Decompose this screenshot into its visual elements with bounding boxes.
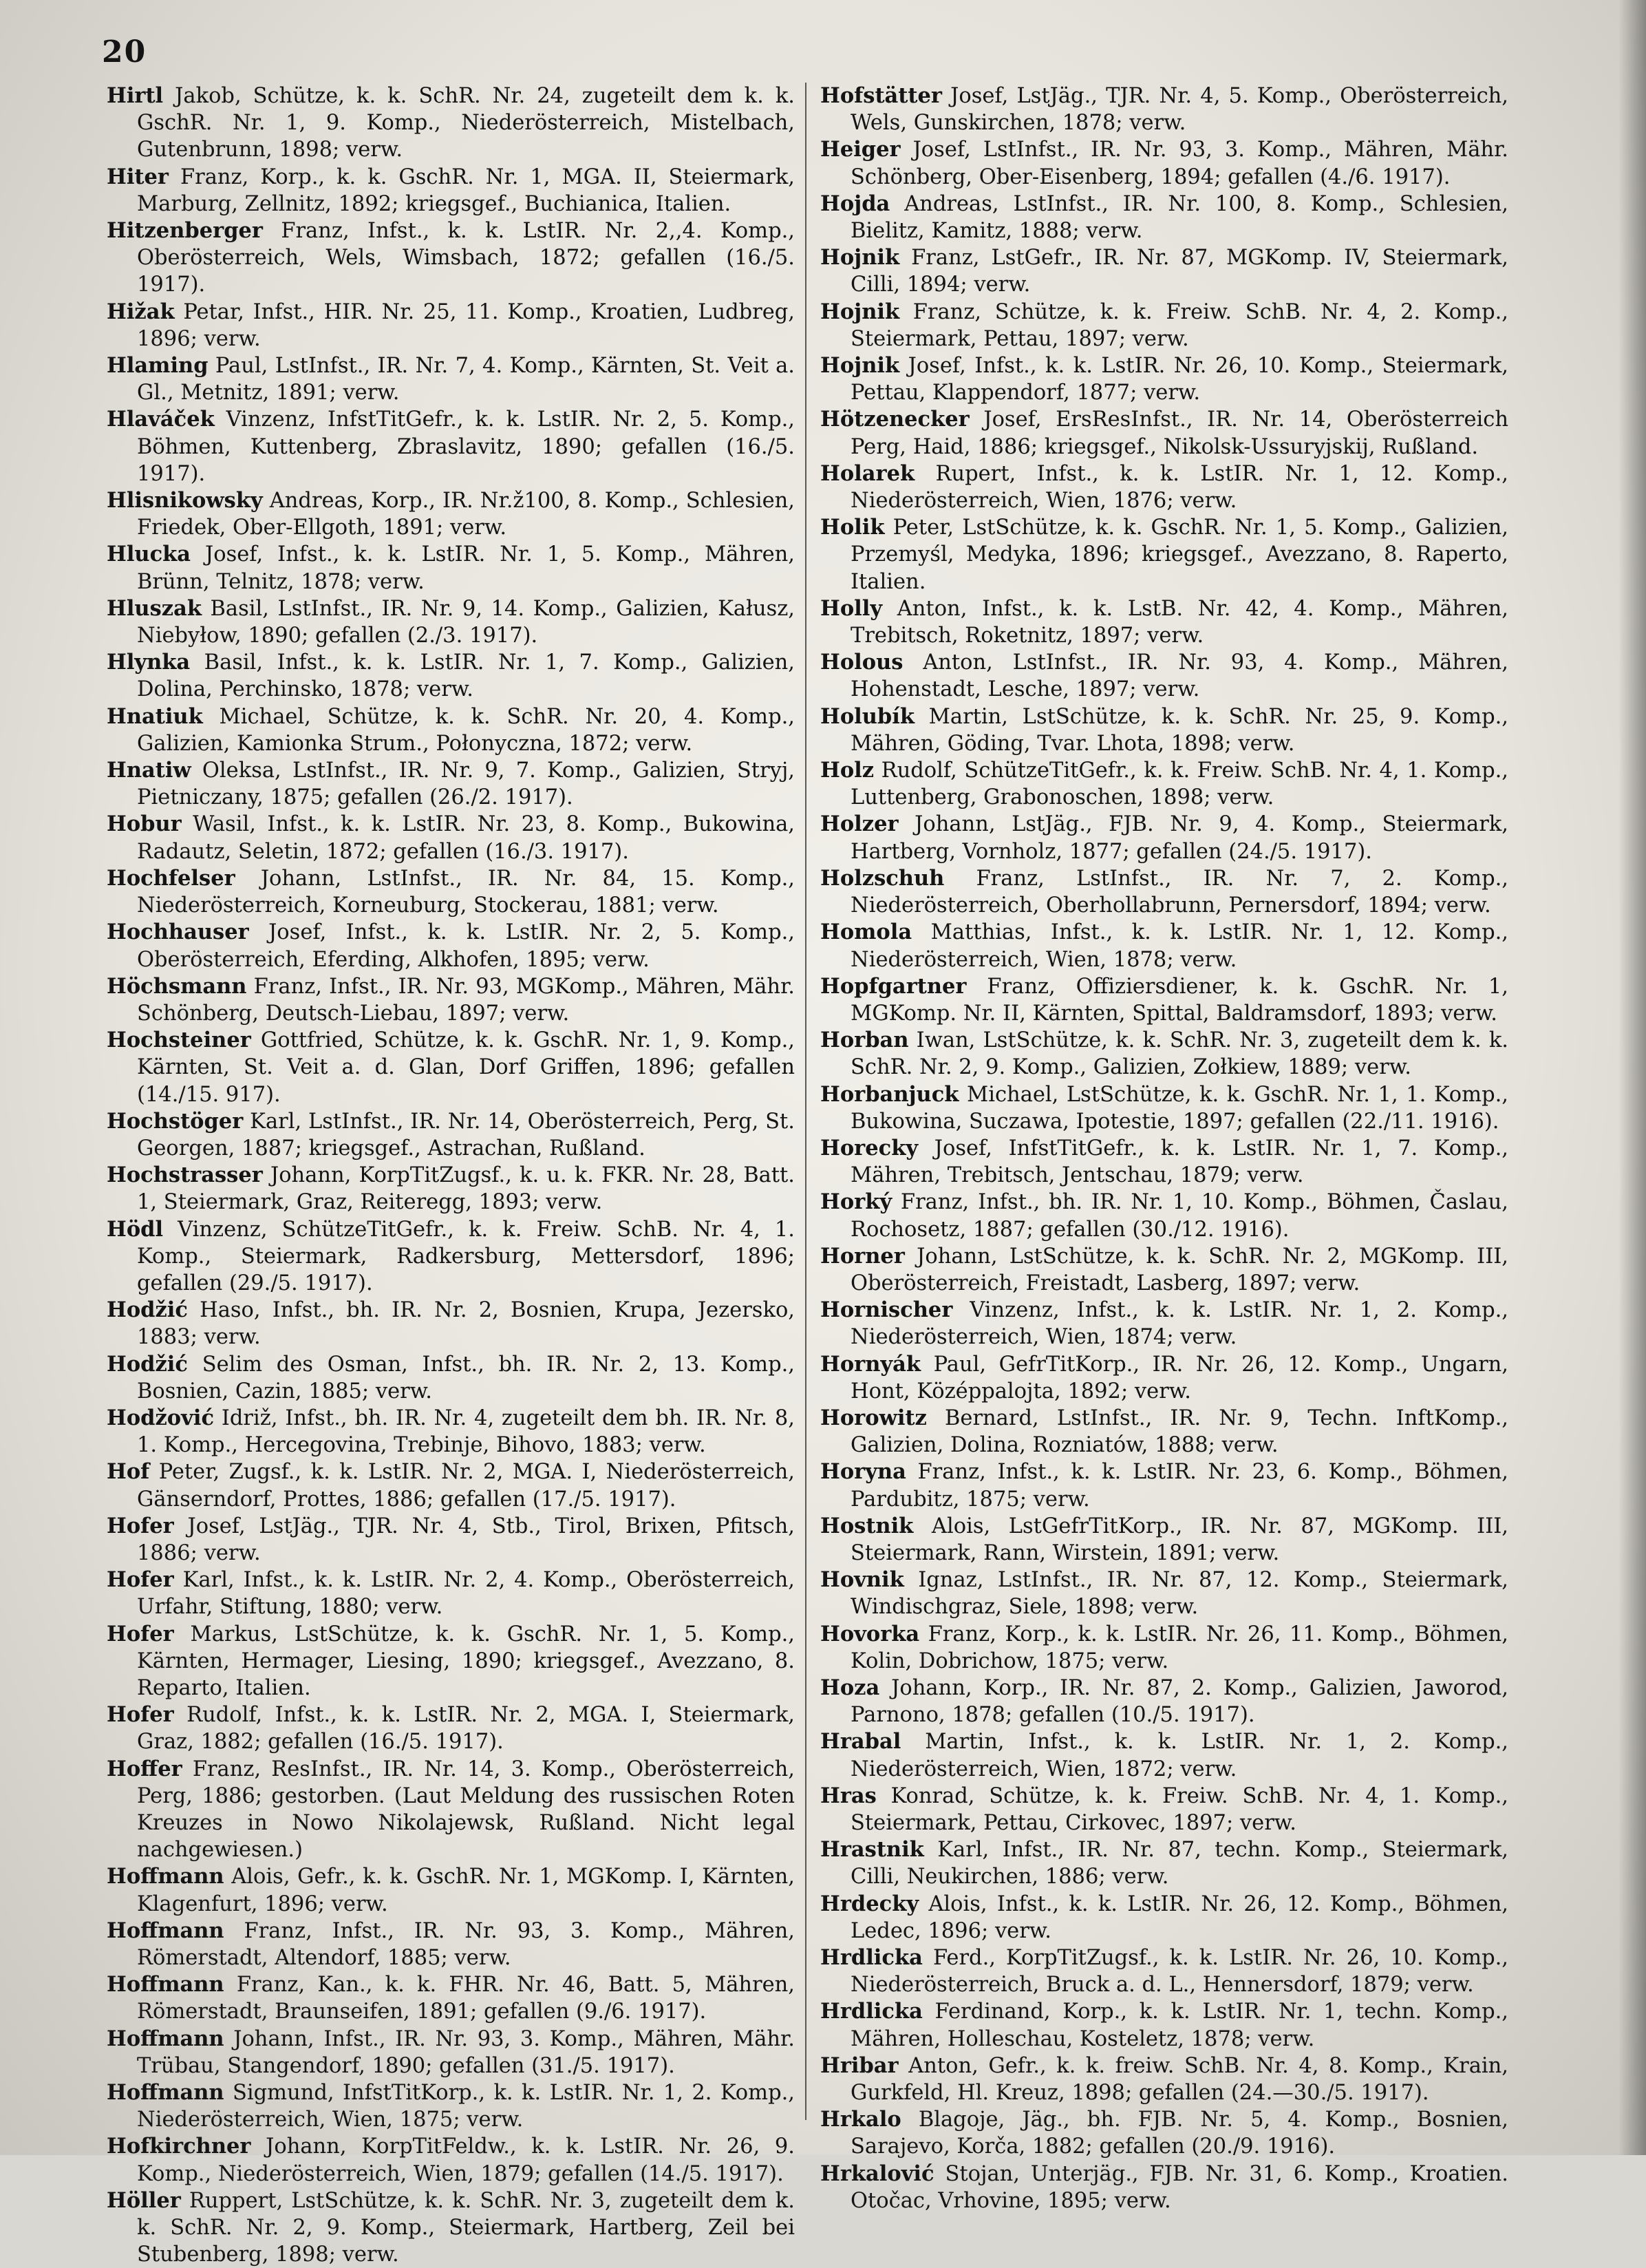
entry-surname: Hoffmann [107,2080,224,2106]
list-item [820,1081,1508,1135]
list-item [107,1405,795,1459]
list-item [820,1567,1508,1620]
entry-surname: Hornischer [820,1297,953,1323]
entry-details: Josef, ErsResInfst., IR. Nr. 14, Oberösterreich Perg, Haid, 1886; kriegsgef., Nikolsk-Ussuryjskij, Rußland. [851,407,1508,459]
entry-details: Karl, LstInfst., IR. Nr. 14, Oberösterreich, Perg, St. Georgen, 1887; kriegsgef., Astrachan, Rußland. [137,1109,795,1161]
list-item [820,191,1508,244]
entry-details: Franz, Schütze, k. k. Freiw. SchB. Nr. 4, 2. Komp., Steiermark, Pettau, 1897; verw. [851,299,1508,351]
entry-surname: Hostnik [820,1513,914,1538]
entry-details: Ferd., KorpTitZugsf., k. k. LstIR. Nr. 26, 10. Komp., Niederösterreich, Bruck a. d. L., Hennersdorf, 1879; verw. [851,1946,1508,1997]
entry-surname: Hochhauser [107,920,249,945]
entry-surname: Hirtl [107,83,164,108]
entry-surname: Hiter [107,164,169,189]
entry-details: Konrad, Schütze, k. k. Freiw. SchB. Nr. 4, 1. Komp., Steiermark, Pettau, Cirkovec, 1897; verw. [851,1783,1508,1835]
entry-details: Vinzenz, Infst., k. k. LstIR. Nr. 1, 2. Komp., Niederösterreich, Wien, 1874; verw. [851,1298,1508,1350]
list-item [107,811,795,865]
entry-surname: Hnatiuk [107,703,203,729]
entry-surname: Hrdlicka [820,1999,923,2024]
list-item [820,1621,1508,1675]
column-divider [805,83,806,2120]
entry-details: Johann, LstSchütze, k. k. SchR. Nr. 2, MGKomp. III, Oberösterreich, Freistadt, Lasberg, 1897; verw. [851,1244,1508,1295]
list-item [107,2187,795,2268]
entry-surname: Homola [820,920,912,945]
entry-surname: Holarek [820,460,915,486]
list-item [107,487,795,541]
entry-surname: Hlaming [107,353,209,379]
entry-details: Josef, LstInfst., IR. Nr. 93, 3. Komp., Mähren, Mähr. Schönberg, Ober-Eisenberg, 1894; gefallen (4./6. 1917). [851,138,1508,189]
entry-surname: Hoffmann [107,1972,224,1997]
entry-details: Idriž, Infst., bh. IR. Nr. 4, zugeteilt dem bh. IR. Nr. 8, 1. Komp., Hercegovina, Trebinje, Bihovo, 1883; verw. [137,1406,795,1458]
entry-details: Blagoje, Jäg., bh. FJB. Nr. 5, 4. Komp., Bosnien, Sarajevo, Korča, 1882; gefallen (20./9. 1916). [851,2108,1508,2159]
entry-details: Rupert, Infst., k. k. LstIR. Nr. 1, 12. Komp., Niederösterreich, Wien, 1876; verw. [851,461,1508,513]
list-item [107,1459,795,1512]
page-number: 20 [102,34,147,70]
entry-details: Anton, Gefr., k. k. freiw. SchB. Nr. 4, 8. Komp., Krain, Gurkfeld, Hl. Kreuz, 1898; gefallen (24.—30./5. 1917). [851,2053,1508,2106]
entry-details: Alois, LstGefrTitKorp., IR. Nr. 87, MGKomp. III, Steiermark, Rann, Wirstein, 1891; verw. [851,1514,1509,1565]
entry-details: Karl, Infst., IR. Nr. 87, techn. Komp., Steiermark, Cilli, Neukirchen, 1886; verw. [851,1838,1508,1889]
entry-surname: Hochsteiner [107,1028,251,1053]
entry-details: Selim des Osman, Infst., bh. IR. Nr. 2, 13. Komp., Bosnien, Cazin, 1885; verw. [137,1352,795,1403]
list-item [820,244,1508,298]
entry-surname: Hofer [107,1621,174,1646]
list-item [107,757,795,811]
entry-surname: Hrdlicka [820,1945,923,1971]
entry-surname: Hodžović [107,1405,215,1430]
list-item [820,973,1508,1027]
entry-details: Johann, Infst., IR. Nr. 93, 3. Komp., Mähren, Mähr. Trübau, Stangendorf, 1890; gefallen (31./5. 1917). [137,2026,795,2078]
entry-details: Petar, Infst., HIR. Nr. 25, 11. Komp., Kroatien, Ludbreg, 1896; verw. [137,299,795,351]
list-item [107,1513,795,1567]
list-item [820,865,1508,919]
entry-surname: Hornyák [820,1351,921,1377]
list-item [820,595,1508,649]
list-item [820,1297,1508,1350]
entry-surname: Hlucka [107,542,191,567]
entry-surname: Hoffmann [107,1864,224,1889]
entry-details: Basil, Infst., k. k. LstIR. Nr. 1, 7. Komp., Galizien, Dolina, Perchinsko, 1878; verw. [137,650,795,702]
list-item [820,136,1508,190]
entry-details: Peter, LstSchütze, k. k. GschR. Nr. 1, 5. Komp., Galizien, Przemyśl, Medyka, 1896; kriegsgef., Avezzano, 8. Raperto, Italien. [851,516,1509,594]
entry-surname: Höchsmann [107,973,247,999]
entry-surname: Holzschuh [820,865,945,891]
entry-surname: Hoffmann [107,1918,224,1943]
entry-surname: Hopfgartner [820,973,967,999]
list-item [820,83,1508,136]
entry-details: Johann, Korp., IR. Nr. 87, 2. Komp., Galizien, Jaworod, Parnono, 1878; gefallen (10./5. 1917). [851,1675,1508,1728]
entry-details: Stojan, Unterjäg., FJB. Nr. 31, 6. Komp., Kroatien. Otočac, Vrhovine, 1895; verw. [851,2161,1508,2213]
list-item [107,1216,795,1297]
entry-details: Michael, Schütze, k. k. SchR. Nr. 20, 4. Komp., Galizien, Kamionka Strum., Połonyczna, 1872; verw. [137,704,795,756]
entry-surname: Hochstöger [107,1108,244,1134]
list-item [820,1027,1508,1081]
entry-surname: Hoffer [107,1756,182,1781]
entry-surname: Hochfelser [107,865,235,891]
list-item [107,1621,795,1702]
entry-details: Franz, LstGefr., IR. Nr. 87, MGKomp. IV, Steiermark, Cilli, 1894; verw. [851,246,1508,297]
entry-details: Bernard, LstInfst., IR. Nr. 9, Techn. InftKomp., Galizien, Dolina, Rozniatów, 1888; verw. [851,1406,1508,1458]
list-item [107,865,795,919]
list-item [820,1728,1508,1782]
list-item [820,811,1508,865]
list-item [820,1513,1508,1567]
list-item [107,595,795,649]
entry-details: Michael, LstSchütze, k. k. GschR. Nr. 1, 1. Komp., Bukowina, Suczawa, Ipotestie, 1897; gefallen (22./11. 1916). [851,1082,1508,1134]
entry-surname: Hrastnik [820,1837,924,1863]
entry-details: Wasil, Infst., k. k. LstIR. Nr. 23, 8. Komp., Bukowina, Radautz, Seletin, 1872; gefallen (16./3. 1917). [137,812,795,864]
list-item [820,2106,1508,2160]
entry-surname: Hofer [107,1513,174,1538]
entry-surname: Hluszak [107,595,202,621]
list-item [820,703,1508,757]
entry-details: Haso, Infst., bh. IR. Nr. 2, Bosnien, Krupa, Jezersko, 1883; verw. [137,1298,795,1350]
entry-surname: Holik [820,515,885,540]
list-item [820,1783,1508,1836]
entry-surname: Hitzenberger [107,218,263,244]
list-item [107,2133,795,2187]
entry-details: Martin, Infst., k. k. LstIR. Nr. 1, 2. Komp., Niederösterreich, Wien, 1872; verw. [851,1730,1508,1781]
entry-details: Johann, LstJäg., FJB. Nr. 9, 4. Komp., Steiermark, Hartberg, Vornholz, 1877; gefallen (24./5. 1917). [851,812,1508,864]
entry-surname: Horner [820,1243,905,1269]
entry-details: Rudolf, SchützeTitGefr., k. k. Freiw. SchB. Nr. 4, 1. Komp., Luttenberg, Grabonoschen, 1898; verw. [851,759,1508,810]
list-item [107,2079,795,2133]
list-item [820,299,1508,352]
left-column [107,83,795,2268]
entry-surname: Hof [107,1459,150,1485]
list-item [820,649,1508,703]
list-item [820,1243,1508,1297]
list-item [107,2026,795,2079]
entry-details: Markus, LstSchütze, k. k. GschR. Nr. 1, 5. Komp., Kärnten, Hermager, Liesing, 1890; kriegsgef., Avezzano, 8. Reparto, Italien. [137,1622,795,1700]
entry-surname: Hižak [107,299,175,324]
list-item [107,1297,795,1350]
entry-surname: Horecky [820,1135,919,1161]
list-item [820,1998,1508,2052]
list-item [107,1108,795,1162]
list-item [820,352,1508,406]
entry-surname: Hlaváček [107,407,215,432]
page-edge-shadow [1618,0,1646,2155]
entry-details: Franz, Infst., IR. Nr. 93, 3. Komp., Mähren, Römerstadt, Altendorf, 1885; verw. [137,1918,795,1971]
entry-details: Franz, Infst., k. k. LstIR. Nr. 2,,4. Komp., Oberösterreich, Wels, Wimsbach, 1872; gefallen (16./5. 1917). [137,219,795,297]
entry-surname: Hovnik [820,1567,904,1593]
entry-surname: Hojda [820,191,890,216]
list-item [820,406,1508,460]
entry-details: Franz, Offiziersdiener, k. k. GschR. Nr. 1, MGKomp. Nr. II, Kärnten, Spittal, Baldramsdorf, 1893; verw. [851,974,1508,1026]
list-item [107,1567,795,1620]
entry-surname: Hnatiw [107,758,191,783]
entry-surname: Hribar [820,2053,899,2078]
entry-details: Ferdinand, Korp., k. k. LstIR. Nr. 1, techn. Komp., Mähren, Holleschau, Kosteletz, 1878; verw. [851,2000,1508,2051]
entry-details: Franz, Korp., k. k. LstIR. Nr. 26, 11. Komp., Böhmen, Kolin, Dobrichow, 1875; verw. [851,1622,1508,1673]
list-item [107,1702,795,1755]
list-item [820,2053,1508,2106]
entry-details: Johann, KorpTitFeldw., k. k. LstIR. Nr. 26, 9. Komp., Niederösterreich, Wien, 1879; gefallen (14./5. 1917). [137,2134,795,2186]
entry-details: Alois, Infst., k. k. LstIR. Nr. 26, 12. Komp., Böhmen, Ledec, 1896; verw. [851,1891,1508,1943]
list-item [107,1351,795,1405]
entry-details: Josef, Infst., k. k. LstIR. Nr. 1, 5. Komp., Mähren, Brünn, Telnitz, 1878; verw. [137,542,795,594]
list-item [820,1891,1508,1944]
entry-details: Josef, Infst., k. k. LstIR. Nr. 2, 5. Komp., Oberösterreich, Eferding, Alkhofen, 1895; verw. [137,920,795,972]
list-item [820,1836,1508,1890]
entry-details: Alois, Gefr., k. k. GschR. Nr. 1, MGKomp. I, Kärnten, Klagenfurt, 1896; verw. [137,1865,795,1916]
entry-surname: Heiger [820,137,901,162]
list-item [107,352,795,406]
list-item [820,1459,1508,1512]
entry-surname: Hoffmann [107,2026,224,2051]
list-item [107,164,795,218]
entry-details: Johann, LstInfst., IR. Nr. 84, 15. Komp., Niederösterreich, Korneuburg, Stockerau, 1881; verw. [137,866,795,918]
entry-details: Franz, Infst., IR. Nr. 93, MGKomp., Mähren, Mähr. Schönberg, Deutsch-Liebau, 1897; verw. [137,974,795,1026]
entry-details: Sigmund, InfstTitKorp., k. k. LstIR. Nr. 1, 2. Komp., Niederösterreich, Wien, 1875; verw. [137,2081,795,2132]
list-item [107,1162,795,1216]
entry-surname: Holubík [820,703,915,729]
entry-details: Franz, Korp., k. k. GschR. Nr. 1, MGA. II, Steiermark, Marburg, Zellnitz, 1892; kriegsgef., Buchianica, Italien. [137,165,795,216]
list-item [820,1189,1508,1242]
entry-surname: Hofkirchner [107,2134,251,2159]
entry-details: Franz, LstInfst., IR. Nr. 7, 2. Komp., Niederösterreich, Oberhollabrunn, Pernersdorf, 1894; verw. [851,866,1508,918]
entry-surname: Hojnik [820,299,900,324]
entry-details: Franz, Infst., bh. IR. Nr. 1, 10. Komp., Böhmen, Časlau, Rochosetz, 1887; gefallen (30./12. 1916). [851,1190,1509,1242]
entry-surname: Hojnik [820,353,900,379]
entry-surname: Hochstrasser [107,1163,263,1188]
list-item [820,514,1508,595]
list-item [107,1756,795,1864]
list-item [820,919,1508,973]
entry-details: Franz, Kan., k. k. FHR. Nr. 46, Batt. 5, Mähren, Römerstadt, Braunseifen, 1891; gefallen (9./6. 1917). [137,1973,795,2024]
entry-details: Paul, GefrTitKorp., IR. Nr. 26, 12. Komp., Ungarn, Hont, Középpalojta, 1892; verw. [851,1352,1508,1403]
entry-details: Josef, LstJäg., TJR. Nr. 4, 5. Komp., Oberösterreich, Wels, Gunskirchen, 1878; verw. [851,84,1508,136]
list-item [820,1405,1508,1459]
entry-details: Matthias, Infst., k. k. LstIR. Nr. 1, 12. Komp., Niederösterreich, Wien, 1878; verw. [851,920,1508,972]
entry-surname: Holous [820,650,904,675]
entry-surname: Hras [820,1783,877,1808]
list-item [820,1944,1508,1998]
entry-surname: Hovorka [820,1621,920,1646]
entry-details: Vinzenz, InfstTitGefr., k. k. LstIR. Nr. 2, 5. Komp., Böhmen, Kuttenberg, Zbraslavitz, 1890; gefallen (16./5. 1917). [137,407,795,486]
entry-details: Paul, LstInfst., IR. Nr. 7, 4. Komp., Kärnten, St. Veit a. Gl., Metnitz, 1891; verw. [137,354,795,405]
right-column [820,83,1508,2214]
entry-details: Franz, ResInfst., IR. Nr. 14, 3. Komp., Oberösterreich, Perg, 1886; gestorben. (Laut Meldung des russischen Roten Kreuzes in Nowo Nikolajewsk, Rußland. Nicht legal nachgewiesen.) [137,1757,795,1863]
entry-surname: Hlisnikowsky [107,488,263,513]
entry-surname: Hodžić [107,1351,188,1377]
list-item [107,973,795,1027]
entry-surname: Höller [107,2187,181,2213]
list-item [107,83,795,164]
list-item [820,460,1508,514]
list-item [107,541,795,595]
list-item [107,1971,795,2025]
entry-details: Anton, LstInfst., IR. Nr. 93, 4. Komp., Mähren, Hohenstadt, Lesche, 1897; verw. [851,650,1508,702]
entry-surname: Horowitz [820,1405,927,1430]
entry-surname: Hödl [107,1216,164,1242]
entry-details: Josef, Infst., k. k. LstIR. Nr. 26, 10. Komp., Steiermark, Pettau, Klappendorf, 1877; verw. [851,354,1508,405]
list-item [107,406,795,487]
entry-details: Ignaz, LstInfst., IR. Nr. 87, 12. Komp., Steiermark, Windischgraz, Siele, 1898; verw. [851,1568,1508,1620]
entry-details: Anton, Infst., k. k. LstB. Nr. 42, 4. Komp., Mähren, Trebitsch, Roketnitz, 1897; verw. [851,596,1508,648]
entry-surname: Horyna [820,1459,906,1485]
entry-details: Vinzenz, SchützeTitGefr., k. k. Freiw. SchB. Nr. 4, 1. Komp., Steiermark, Radkersburg, Mettersdorf, 1896; gefallen (29./5. 1917). [137,1217,795,1295]
entry-details: Gottfried, Schütze, k. k. GschR. Nr. 1, 9. Komp., Kärnten, St. Veit a. d. Glan, Dorf Griffen, 1896; gefallen (14./15. 917). [137,1028,795,1107]
list-item [107,1918,795,1971]
list-item [107,649,795,703]
entry-surname: Hrkalović [820,2161,934,2186]
entry-surname: Horký [820,1189,893,1215]
list-item [820,1351,1508,1405]
entry-surname: Hötzenecker [820,407,970,432]
entry-surname: Horban [820,1028,909,1053]
entry-surname: Hofstätter [820,83,942,108]
entry-details: Franz, Infst., k. k. LstIR. Nr. 23, 6. Komp., Böhmen, Pardubitz, 1875; verw. [851,1460,1509,1512]
entry-details: Karl, Infst., k. k. LstIR. Nr. 2, 4. Komp., Oberösterreich, Urfahr, Stiftung, 1880; verw. [137,1568,795,1620]
entry-surname: Hofer [107,1702,174,1728]
entry-surname: Hrkalo [820,2107,901,2132]
entry-surname: Hojnik [820,245,900,271]
list-item [107,299,795,352]
entry-details: Josef, LstJäg., TJR. Nr. 4, Stb., Tirol, Brixen, Pfitsch, 1886; verw. [137,1514,795,1565]
entry-details: Basil, LstInfst., IR. Nr. 9, 14. Komp., Galizien, Kałusz, Niebyłow, 1890; gefallen (2./3. 1917). [137,596,795,648]
entry-details: Ruppert, LstSchütze, k. k. SchR. Nr. 3, zugeteilt dem k. k. SchR. Nr. 2, 9. Komp., Steiermark, Hartberg, Zeil bei Stubenberg, 1898; verw. [137,2188,795,2267]
entry-surname: Hodžić [107,1297,188,1323]
entry-details: Josef, InfstTitGefr., k. k. LstIR. Nr. 1, 7. Komp., Mähren, Trebitsch, Jentschau, 1879; verw. [851,1136,1508,1188]
entry-details: Oleksa, LstInfst., IR. Nr. 9, 7. Komp., Galizien, Stryj, Pietniczany, 1875; gefallen (26./2. 1917). [137,759,795,810]
entry-surname: Holz [820,758,875,783]
list-item [107,1027,795,1108]
entry-details: Andreas, Korp., IR. Nr.ž100, 8. Komp., Schlesien, Friedek, Ober-Ellgoth, 1891; verw. [137,489,795,540]
list-item [820,757,1508,811]
entry-details: Rudolf, Infst., k. k. LstIR. Nr. 2, MGA. I, Steiermark, Graz, 1882; gefallen (16./5. 1917). [137,1703,795,1755]
list-item [107,218,795,299]
entry-details: Jakob, Schütze, k. k. SchR. Nr. 24, zugeteilt dem k. k. GschR. Nr. 1, 9. Komp., Niederösterreich, Mistelbach, Gutenbrunn, 1898; verw. [137,84,795,162]
list-item [820,1135,1508,1189]
entry-surname: Holly [820,595,883,621]
entry-surname: Hobur [107,812,182,837]
list-item [107,703,795,757]
entry-details: Iwan, LstSchütze, k. k. SchR. Nr. 3, zugeteilt dem k. k. SchR. Nr. 2, 9. Komp., Galizien, Zołkiew, 1889; verw. [851,1028,1508,1080]
entry-details: Andreas, LstInfst., IR. Nr. 100, 8. Komp., Schlesien, Bielitz, Kamitz, 1888; verw. [851,191,1508,244]
list-item [107,919,795,973]
entry-surname: Hofer [107,1567,174,1593]
entry-details: Martin, LstSchütze, k. k. SchR. Nr. 25, 9. Komp., Mähren, Göding, Tvar. Lhota, 1898; verw. [851,704,1508,756]
entry-surname: Hrabal [820,1729,901,1755]
list-item [820,1675,1508,1728]
entry-surname: Hlynka [107,650,191,675]
list-item [820,2161,1508,2214]
entry-details: Johann, KorpTitZugsf., k. u. k. FKR. Nr. 28, Batt. 1, Steiermark, Graz, Reiteregg, 1893; verw. [137,1163,795,1215]
list-item [107,1863,795,1917]
entry-details: Peter, Zugsf., k. k. LstIR. Nr. 2, MGA. I, Niederösterreich, Gänserndorf, Prottes, 1886; gefallen (17./5. 1917). [137,1460,795,1512]
entry-surname: Hrdecky [820,1891,919,1916]
entry-surname: Hoza [820,1675,880,1700]
entry-surname: Holzer [820,812,899,837]
entry-surname: Horbanjuck [820,1081,959,1107]
